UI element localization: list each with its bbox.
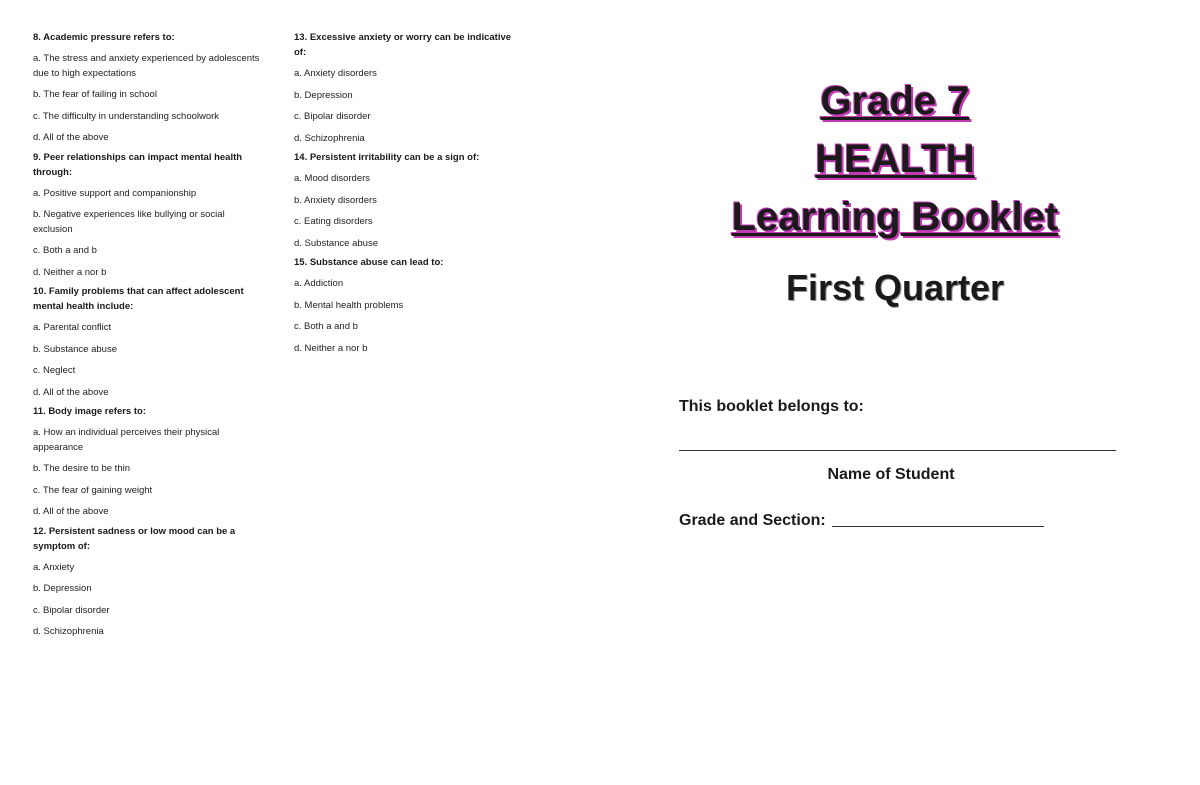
question-block [294, 255, 522, 356]
question-title: 9. Peer relationships can impact mental health through: [33, 151, 243, 178]
answer-option: d. Substance abuse [294, 237, 378, 249]
question-title: 11. Body image refers to: [33, 406, 146, 417]
answer-option: b. Substance abuse [33, 343, 117, 355]
question-block [33, 404, 263, 520]
question-block [33, 524, 263, 640]
answer-option: a. Mood disorders [294, 173, 371, 184]
left-question-column [33, 30, 263, 640]
answer-option: d. All of the above [33, 506, 109, 517]
answer-option: a. Anxiety [33, 561, 75, 573]
cover-title-line-1: Grade 7 [820, 79, 970, 123]
question-block [33, 150, 263, 281]
question-title: 12. Persistent sadness or low mood can be a symptom of: [33, 525, 236, 552]
question-title: 8. Academic pressure refers to: [33, 32, 175, 43]
answer-option: a. The stress and anxiety experienced by adolescents due to high expectations [33, 53, 260, 79]
grade-section-row [679, 512, 1044, 530]
question-title: 13. Excessive anxiety or worry can be indicative of: [294, 32, 512, 58]
answer-option: d. All of the above [33, 132, 109, 143]
answer-option: c. Both a and b [294, 321, 358, 332]
answer-option: d. Schizophrenia [294, 132, 365, 144]
answer-option: b. Depression [294, 89, 353, 101]
belongs-to-label: This booklet belongs to: [679, 398, 864, 415]
answer-option: d. Schizophrenia [33, 626, 104, 637]
question-block [33, 30, 263, 146]
answer-option: b. Mental health problems [294, 299, 404, 311]
answer-option: b. The fear of failing in school [33, 89, 157, 100]
answer-option: b. The desire to be thin [33, 463, 130, 474]
answer-option: c. Bipolar disorder [33, 604, 110, 616]
answer-option: b. Negative experiences like bullying or social exclusion [33, 209, 225, 235]
student-name-label: Name of Student [827, 466, 955, 483]
cover-title-line-2: HEALTH [815, 137, 975, 181]
answer-option: d. All of the above [33, 386, 109, 398]
cover-title-block [650, 72, 1140, 312]
answer-option: c. Bipolar disorder [294, 111, 371, 122]
answer-option: c. Neglect [33, 365, 76, 376]
answer-option: c. The difficulty in understanding schoolwork [33, 110, 220, 122]
answer-option: b. Anxiety disorders [294, 194, 377, 206]
question-block [294, 30, 522, 146]
answer-option: a. How an individual perceives their physical appearance [33, 427, 220, 453]
grade-section-label: Grade and Section: [679, 512, 826, 529]
question-title: 14. Persistent irritability can be a sign of: [294, 152, 480, 163]
answer-option: a. Anxiety disorders [294, 68, 377, 79]
middle-question-column [294, 30, 522, 356]
answer-option: d. Neither a nor b [33, 266, 107, 278]
question-title: 10. Family problems that can affect adolescent mental health include: [33, 286, 244, 312]
answer-option: c. Eating disorders [294, 216, 373, 227]
cover-title-line-3: Learning Booklet [731, 195, 1059, 239]
answer-option: a. Addiction [294, 278, 344, 289]
answer-option: c. The fear of gaining weight [33, 484, 153, 496]
student-name-blank-line [679, 450, 1116, 451]
answer-option: a. Parental conflict [33, 322, 112, 333]
question-block [294, 150, 522, 251]
question-block [33, 284, 263, 400]
answer-option: c. Both a and b [33, 245, 97, 256]
answer-option: b. Depression [33, 583, 92, 594]
answer-option: a. Positive support and companionship [33, 187, 197, 199]
quarter-heading: First Quarter [785, 267, 1005, 308]
answer-option: d. Neither a nor b [294, 342, 368, 354]
grade-section-blank-line [832, 526, 1044, 527]
question-title: 15. Substance abuse can lead to: [294, 257, 444, 268]
